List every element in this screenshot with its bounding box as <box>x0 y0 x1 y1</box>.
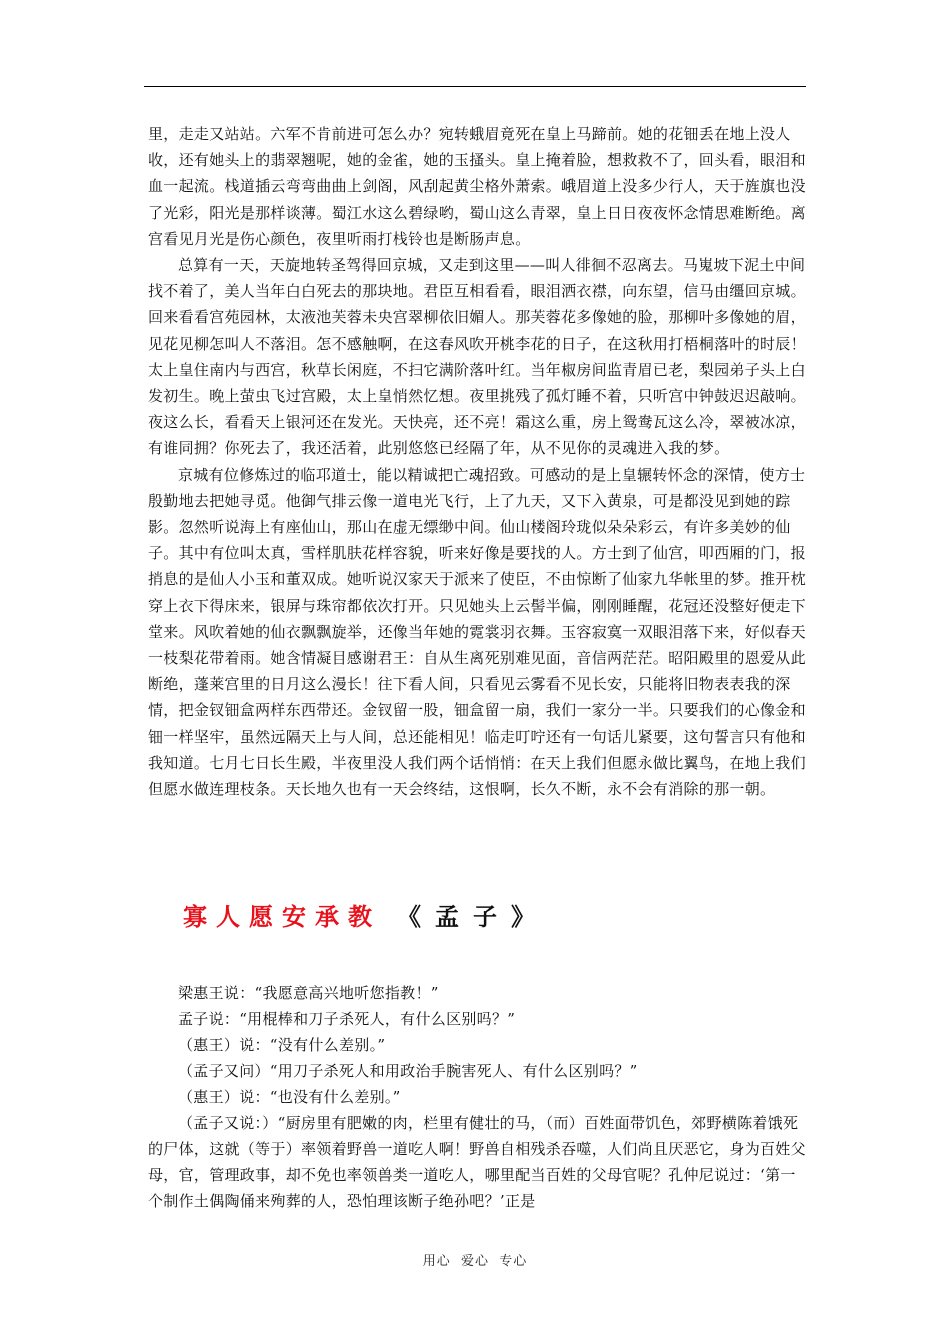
header-rule <box>144 86 806 87</box>
paragraph: 总算有一天，天旋地转圣驾得回京城，又走到这里——叫人徘徊不忍离去。马嵬坡下泥土中间找不着了，美人当年白白死去的那块地。君臣互相看看，眼泪洒衣襟，向东望，信马由缰回京城。回来看看宫苑园林，太液池芙蓉未央宫翠柳依旧媚人。那芙蓉花多像她的脸，那柳叶多像她的眉，见花见柳怎叫人不落泪。怎不感触啊，在这春风吹开桃李花的日子，在这秋用打梧桐落叶的时辰！太上皇住南内与西宫，秋草长闲庭，不扫它满阶落叶红。当年椒房间监青眉已老，梨园弟子头上白发初生。晚上萤虫飞过宫殿，太上皇悄然忆想。夜里挑残了孤灯睡不着，只听宫中钟鼓迟迟敲响。夜这么长，看看天上银河还在发光。天快亮，还不亮！霜这么重，房上鸳鸯瓦这么冷，翠被冰凉，有谁同拥？你死去了，我还活着，此别悠悠已经隔了年，从不见你的灵魂进入我的梦。 <box>148 256 806 458</box>
dialogue-line: 孟子说：“用棍棒和刀子杀死人，有什么区别吗？” <box>178 1010 516 1028</box>
dialogue-line: （孟子又问）“用刀子杀死人和用政治手腕害死人、有什么区别吗？” <box>178 1062 638 1080</box>
poem-translation-section <box>148 121 808 802</box>
dialogue-line: 梁惠王说：“我愿意高兴地听您指教！” <box>178 984 439 1002</box>
paragraph: 里，走走又站站。六军不肯前进可怎么办？宛转蛾眉竟死在皇上马蹄前。她的花钿丢在地上没人收，还有她头上的翡翠翘呢，她的金雀，她的玉搔头。皇上掩着脸，想救救不了，回头看，眼泪和血一起流。栈道插云弯弯曲曲上剑阁，风刮起黄尘格外萧索。峨眉道上没多少行人，天于旌旗也没了光彩，阳光是那样谈薄。蜀江水这么碧绿哟，蜀山这么青翠，皇上日日夜夜怀念情思难断绝。离宫看见月光是伤心颜色，夜里听雨打栈铃也是断肠声息。 <box>148 125 806 248</box>
dialogue-line: （惠王）说：“没有什么差别。” <box>178 1036 386 1054</box>
dialogue-line: （惠王）说：“也没有什么差别。” <box>178 1088 401 1106</box>
page-footer: 用心 爱心 专心 <box>422 1254 528 1269</box>
heading-title: 寡人愿安承教 <box>183 903 381 931</box>
heading-source: 《孟子》 <box>397 903 549 931</box>
dialogue-section <box>148 980 808 1214</box>
section-heading <box>183 897 549 932</box>
dialogue-line: （孟子又说：）“厨房里有肥嫩的肉，栏里有健壮的马，（而）百姓面带饥色，郊野横陈着饿死的尸体，这就（等于）率领着野兽一道吃人啊！野兽自相残杀吞噬，人们尚且厌恶它，身为百姓父母，官，管理政事，却不免也率领兽类一道吃人，哪里配当百姓的父母官呢？孔仲尼说过：‘第一个制作土偶陶俑来殉葬的人，恐怕理该断子绝孙吧？’正是 <box>148 1114 806 1210</box>
paragraph: 京城有位修炼过的临邛道士，能以精诚把亡魂招致。可感动的是上皇辗转怀念的深情，使方士殷勤地去把她寻觅。他御气排云像一道电光飞行，上了九天，又下入黄泉，可是都没见到她的踪影。忽然听说海上有座仙山，那山在虚无缥缈中间。仙山楼阁玲珑似朵朵彩云，有许多美妙的仙子。其中有位叫太真，雪样肌肤花样容貌，听来好像是要找的人。方士到了仙宫，叩西厢的门，报捎息的是仙人小玉和董双成。她听说汉家天于派来了使臣，不由惊断了仙家九华帐里的梦。推开枕穿上衣下得床来，银屏与珠帘都依次打开。只见她头上云髻半偏，刚刚睡醒，花冠还没整好便走下堂来。风吹着她的仙衣飘飘旋举，还像当年她的霓裳羽衣舞。玉容寂寞一双眼泪落下来，好似春天一枝梨花带着雨。她含情凝目感谢君王：自从生离死别难见面，音信两茫茫。昭阳殿里的恩爱从此断绝，蓬莱宫里的日月这么漫长！往下看人间，只看见云雾看不见长安，只能将旧物表表我的深情，把金钗钿盒两样东西带还。金钗留一股，钿盒留一扇，我们一家分一半。只要我们的心像金和钿一样坚牢，虽然远隔天上与人间，总还能相见！临走叮咛还有一句话儿紧要，这句誓言只有他和我知道。七月七日长生殿，半夜里没人我们两个话悄悄：在天上我们但愿永做比翼鸟，在地上我们但愿水做连理枝条。天长地久也有一天会终结，这恨啊，长久不断，永不会有消除的那一朝。 <box>148 465 806 799</box>
